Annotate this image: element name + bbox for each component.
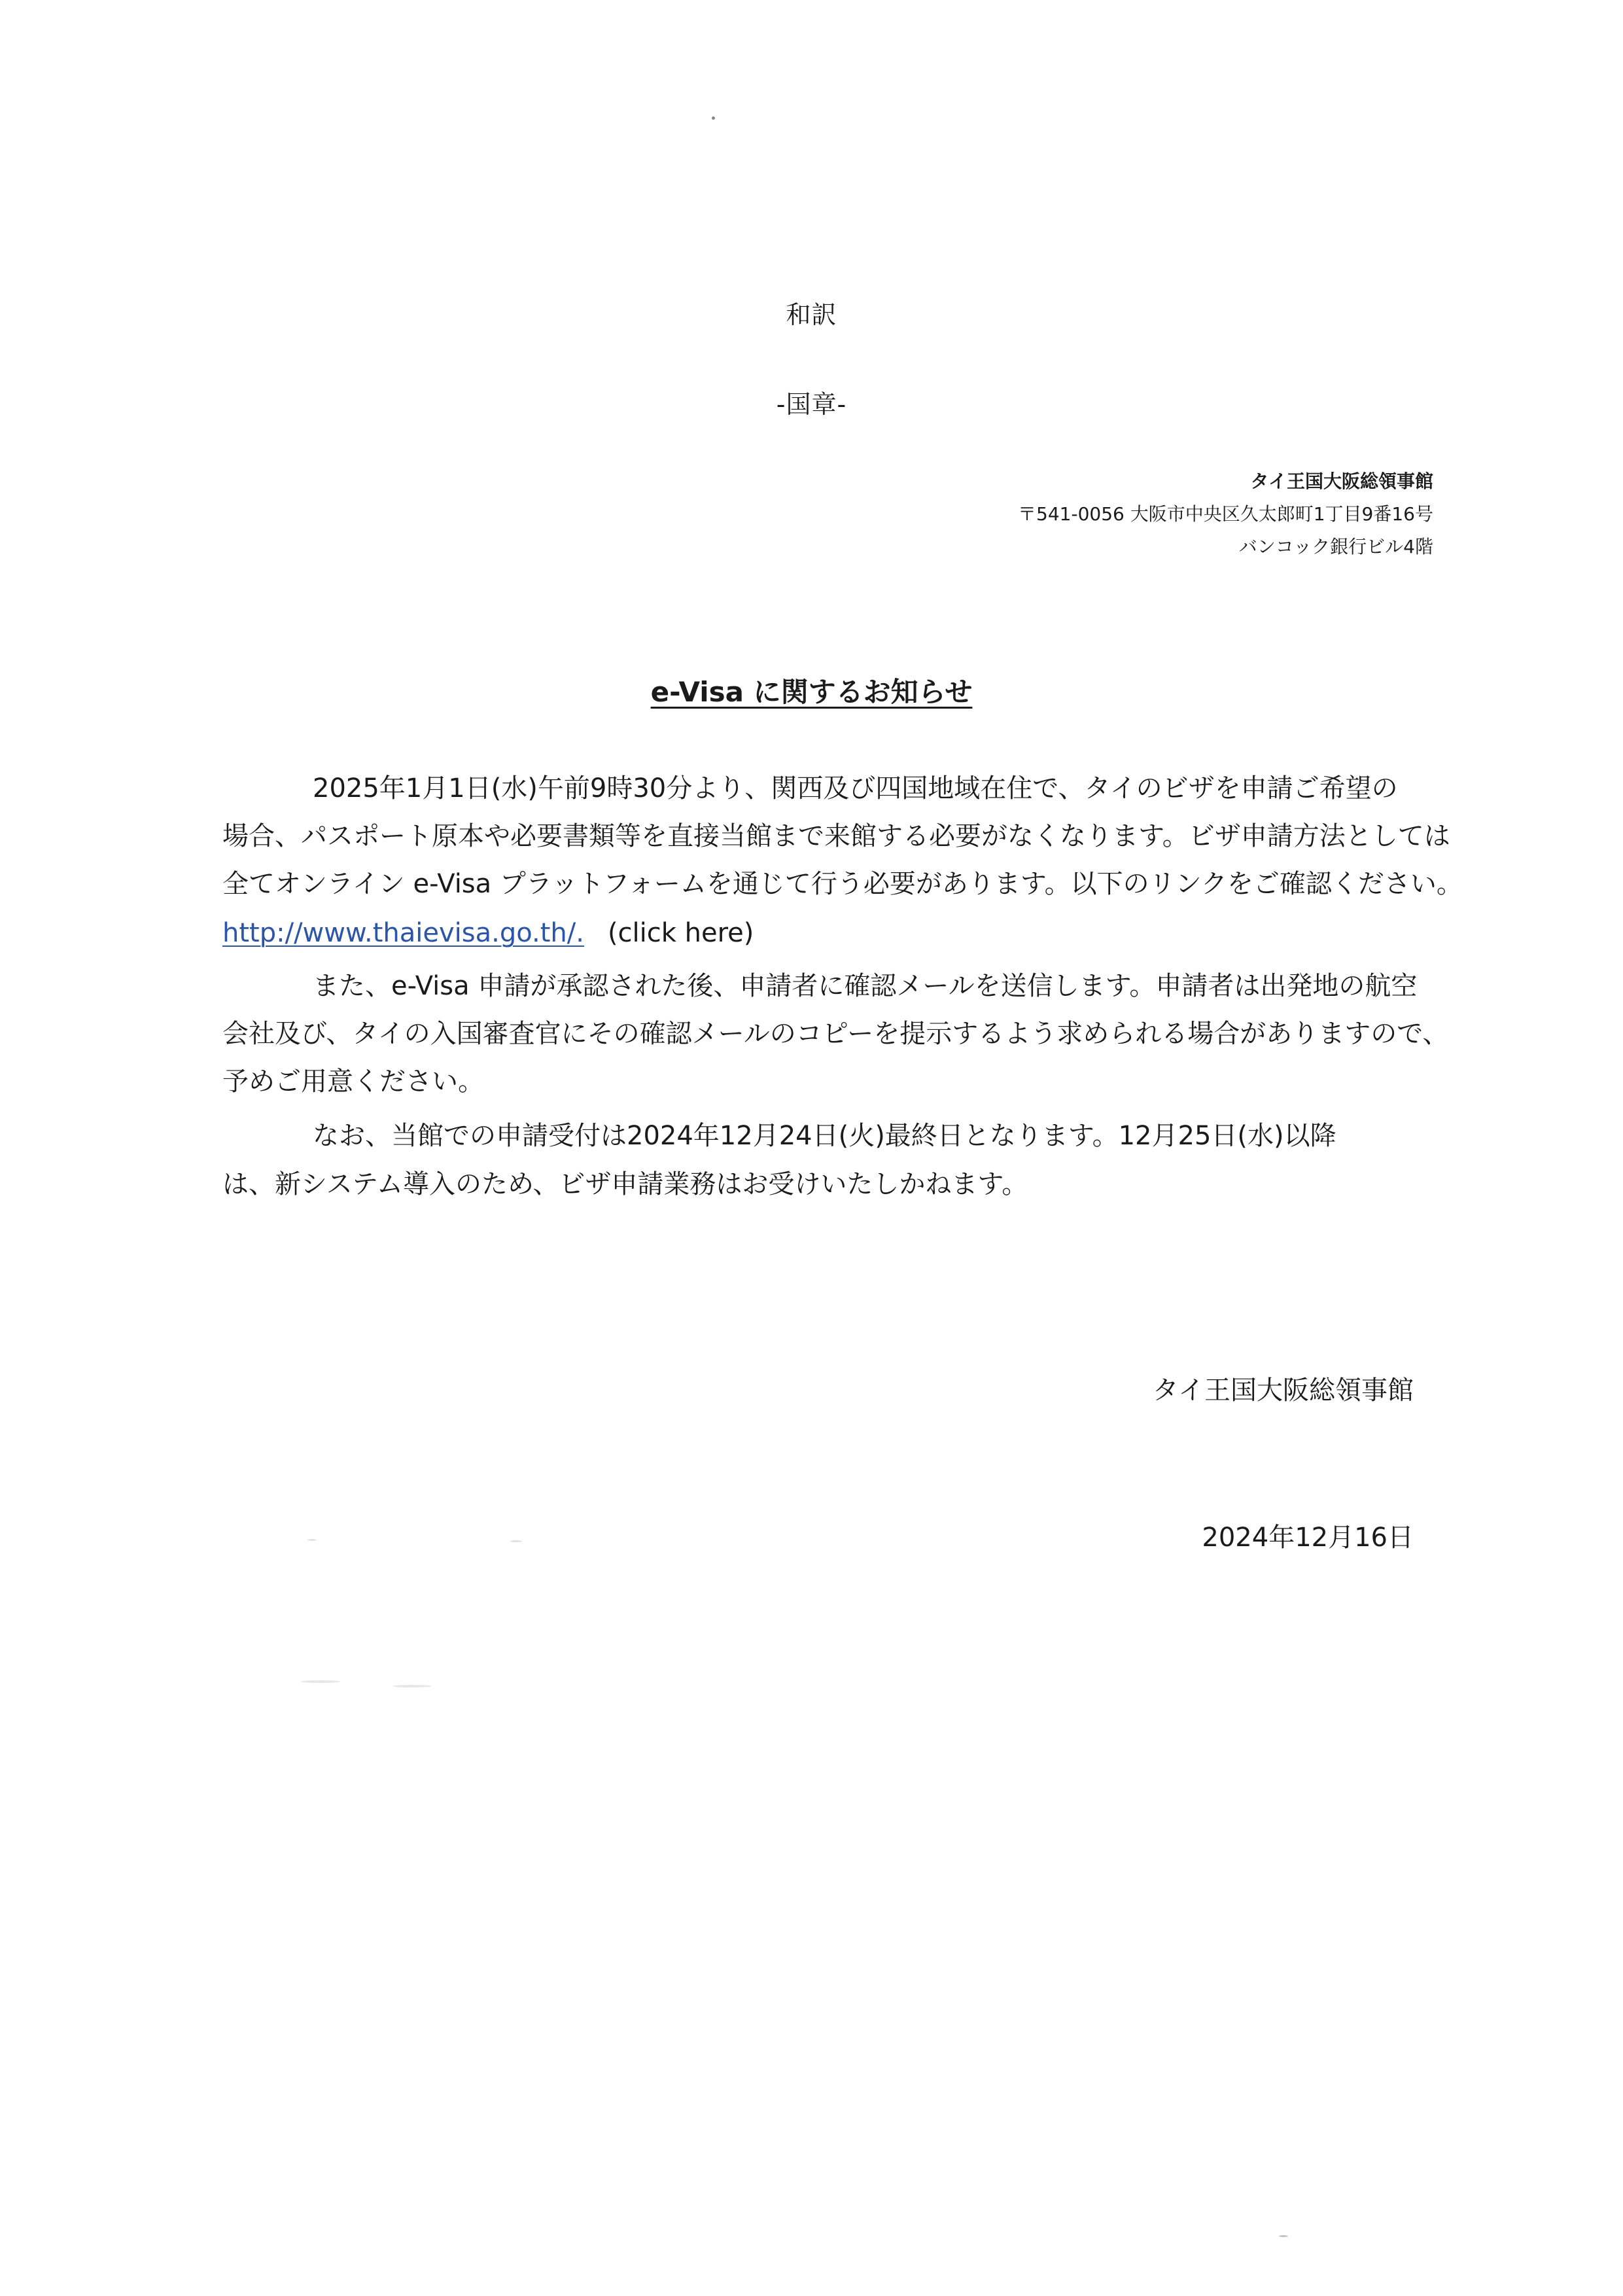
signature-date: 2024年12月16日 (1202, 1523, 1414, 1553)
paragraph-2-line-1: また、e-Visa 申請が承認された後、申請者に確認メールを送信します。申請者は出発地の航空 (313, 971, 1418, 1001)
notice-title-text: e-Visa に関するお知らせ (650, 676, 973, 708)
paragraph-3-line-2: は、新システム導入のため、ビザ申請業務はお受けいたしかねます。 (222, 1169, 1028, 1199)
link-line (222, 913, 754, 953)
paragraph-1-line-1: 2025年1月1日(水)午前9時30分より、関西及び四国地域在住で、タイのビザを申請ご希望の (313, 773, 1398, 804)
scan-speck (1279, 2235, 1288, 2237)
scan-speck (712, 116, 715, 120)
scan-speck (307, 1539, 317, 1541)
scan-speck (510, 1540, 522, 1542)
sender-name: タイ王国大阪総領事館 (1250, 470, 1433, 492)
scan-speck (301, 1680, 340, 1683)
notice-title (0, 671, 1623, 710)
sender-address: 〒541-0056 大阪市中央区久太郎町1丁目9番16号 (1018, 503, 1433, 525)
click-here-text[interactable]: (click here) (607, 918, 754, 948)
paragraph-3-line-1: なお、当館での申請受付は2024年12月24日(火)最終日となります。12月25日(水)以降 (313, 1121, 1336, 1151)
paragraph-1-line-2: 場合、パスポート原本や必要書類等を直接当館まで来館する必要がなくなります。ビザ申請方法としては (222, 821, 1450, 851)
sender-building: バンコック銀行ビル4階 (1238, 536, 1433, 557)
paragraph-1-line-3: 全てオンライン e-Visa プラットフォームを通じて行う必要があります。以下のリンクをご確認ください。 (222, 869, 1463, 899)
signature-name: タイ王国大阪総領事館 (1152, 1375, 1414, 1405)
evisa-link[interactable]: http://www.thaievisa.go.th/. (222, 918, 584, 948)
emblem-label: -国章- (776, 390, 847, 419)
scan-speck (393, 1685, 432, 1687)
translation-label: 和訳 (786, 300, 837, 329)
paragraph-2-line-3: 予めご用意ください。 (222, 1067, 484, 1097)
paragraph-2-line-2: 会社及び、タイの入国審査官にその確認メールのコピーを提示するよう求められる場合がありますので、 (222, 1019, 1449, 1049)
